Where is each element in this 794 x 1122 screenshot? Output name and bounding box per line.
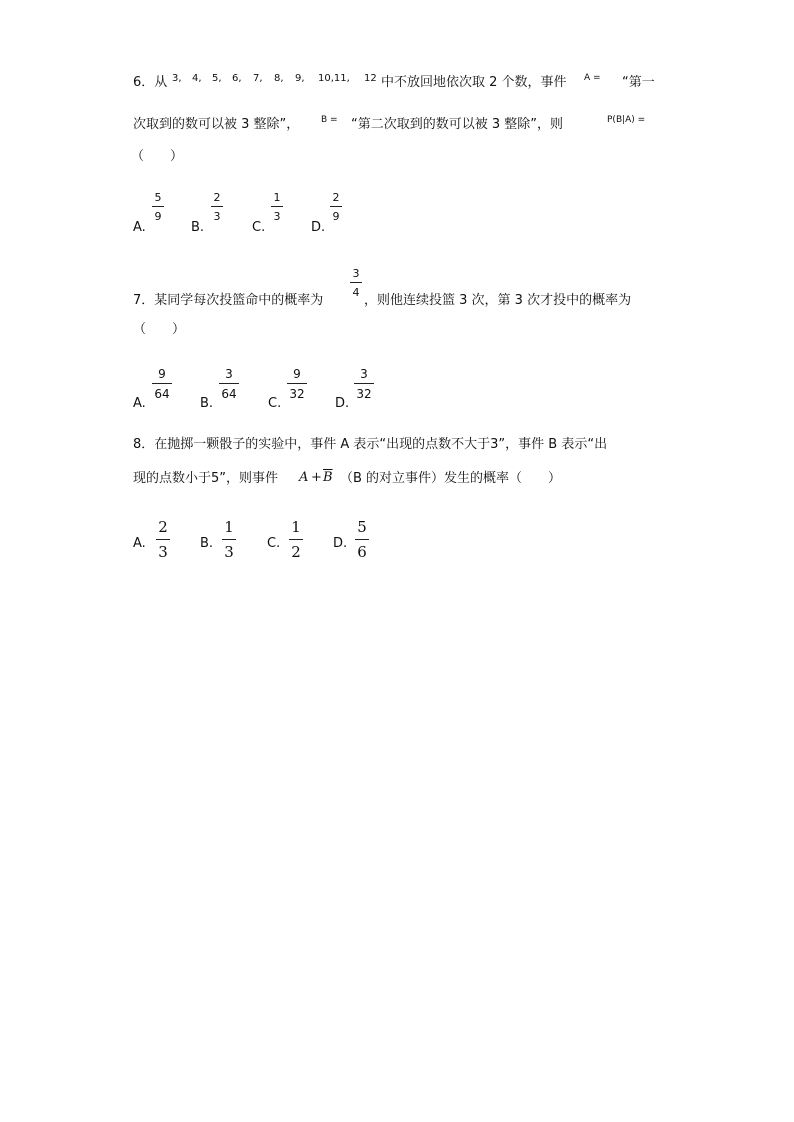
q8-expr-b-complement: $\overline{B}$ [323,470,333,485]
q6-option-c-label: C. [252,220,266,235]
q8-line2-end: （B 的对立事件）发生的概率（ ） [340,471,562,486]
q6-option-c-fraction: 1 3 [271,192,283,222]
q7-answer-paren: （ ） [133,322,186,337]
q7-probability-fraction: 3 4 [350,268,362,298]
q8-expr-a: A [299,470,309,485]
q8-option-b-fraction: 1 3 [222,520,236,560]
q7-option-c-fraction: 9 32 [287,368,307,400]
q6-conditional-probability: P(B|A) = [607,115,646,125]
q6-num-3: 3, [172,73,182,84]
q8-option-b-label: B. [200,536,214,551]
q6-line2-start: 次取到的数可以被 3 整除”， [133,117,300,132]
q8-option-a-label: A. [133,536,146,551]
q6-prefix: 6．从 [133,75,168,90]
q6-answer-paren: （ ） [131,149,184,164]
q6-num-8: 8, [274,73,284,84]
q6-num-12: 12 [364,73,377,84]
q7-suffix: ，则他连续投篮 3 次，第 3 次才投中的概率为 [364,293,632,308]
q8-expr-plus: + [311,470,322,485]
q7-option-b-fraction: 3 64 [219,368,239,400]
q6-option-b-fraction: 2 3 [211,192,223,222]
q8-option-d-label: D. [333,536,348,551]
q6-option-b-label: B. [191,220,205,235]
q7-option-a-fraction: 9 64 [152,368,172,400]
q7-option-c-label: C. [268,396,282,411]
q7-option-d-fraction: 3 32 [354,368,374,400]
q8-option-c-label: C. [267,536,281,551]
q6-num-6: 6, [232,73,242,84]
q8-option-d-fraction: 5 6 [355,520,369,560]
q6-num-9: 9, [295,73,305,84]
q6-event-a-symbol: A = [584,73,601,83]
q8-option-c-fraction: 1 2 [289,520,303,560]
q6-option-a-fraction: 5 9 [152,192,164,222]
q6-event-a-open: “第一 [622,75,655,90]
q6-middle: 中不放回地依次取 2 个数，事件 [381,75,567,90]
q6-option-d-label: D. [311,220,326,235]
q7-option-b-label: B. [200,396,214,411]
q6-num-7: 7, [253,73,263,84]
q6-event-b-symbol: B = [321,115,338,125]
q7-option-d-label: D. [335,396,350,411]
q6-option-a-label: A. [133,220,146,235]
q8-line1: 8．在抛掷一颗骰子的实验中，事件 A 表示“出现的点数不大于3”，事件 B 表示“出 [133,437,608,452]
q7-prefix: 7．某同学每次投篮命中的概率为 [133,293,324,308]
q6-option-d-fraction: 2 9 [330,192,342,222]
q8-option-a-fraction: 2 3 [156,520,170,560]
q8-line2-start: 现的点数小于5”，则事件 [133,471,279,486]
q7-option-a-label: A. [133,396,146,411]
q6-num-4: 4, [192,73,202,84]
q6-num-10-11: 10,11, [318,73,350,84]
q6-num-5: 5, [212,73,222,84]
q6-line2-mid: “第二次取到的数可以被 3 整除”，则 [351,117,564,132]
